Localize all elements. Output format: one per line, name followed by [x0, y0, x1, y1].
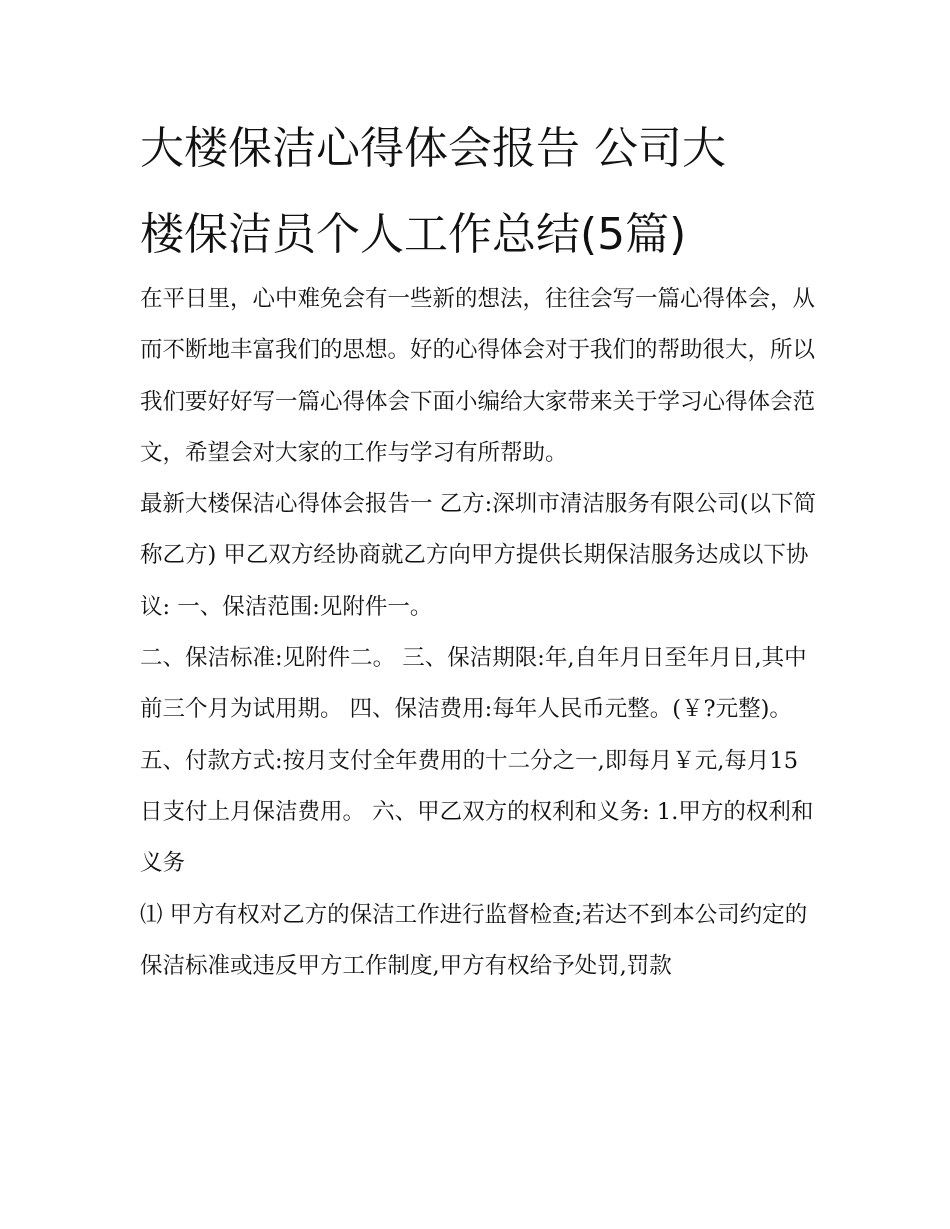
paragraph-rights: ⑴ 甲方有权对乙方的保洁工作进行监督检查;若达不到本公司约定的保洁标准或违反甲方工作制度,甲方有权给予处罚,罚款: [140, 901, 808, 979]
paragraph-intro: 在平日里，心中难免会有一些新的想法，往往会写一篇心得体会，从而不断地丰富我们的思想。好的心得体会对于我们的帮助很大，所以我们要好好写一篇心得体会下面小编给大家带来关于学习心得体会范文，希望会对大家的工作与学习有所帮助。: [140, 286, 816, 466]
paragraph-payment: 五、付款方式:按月支付全年费用的十二分之一,即每月￥元,每月15日支付上月保洁费用。 六、甲乙双方的权利和义务: 1.甲方的权利和义务: [140, 747, 814, 877]
document-body: [140, 274, 820, 992]
paragraph-standards: 二、保洁标准:见附件二。 三、保洁期限:年,自年月日至年月日,其中前三个月为试用期。 四、保洁费用:每年人民币元整。(￥?元整)。: [140, 645, 807, 723]
title-line-2: 楼保洁员个人工作总结(5篇): [140, 209, 687, 260]
document-title: [140, 106, 820, 278]
paragraph-agreement: 最新大楼保洁心得体会报告一 乙方:深圳市清洁服务有限公司(以下简称乙方) 甲乙双方经协商就乙方向甲方提供长期保洁服务达成以下协议: 一、保洁范围:见附件一。: [140, 491, 817, 620]
title-line-1: 大楼保洁心得体会报告 公司大: [140, 123, 726, 174]
